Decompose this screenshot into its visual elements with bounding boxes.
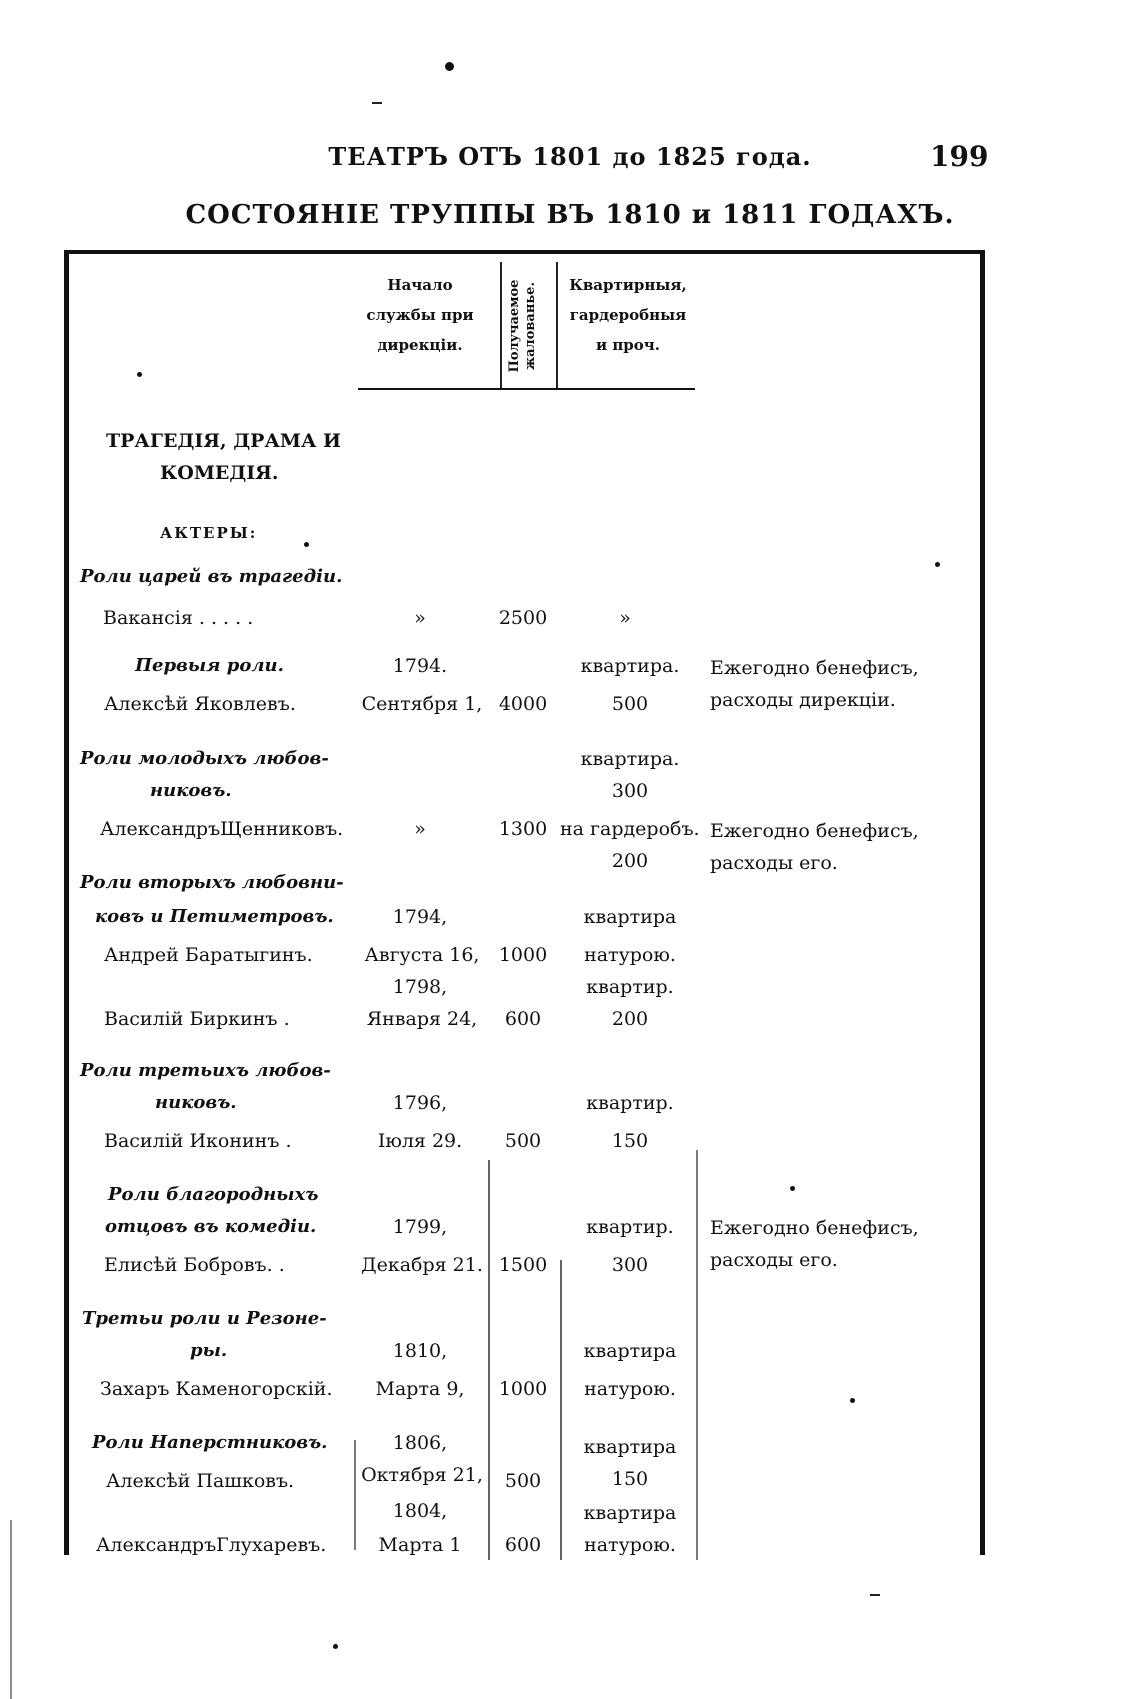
- section-heading: КОМЕДІЯ.: [160, 462, 279, 484]
- role-group: Роли благородныхъ: [108, 1184, 319, 1205]
- other-allowance: на гардеробъ.: [560, 818, 700, 840]
- other-allowance: квартир.: [586, 1216, 674, 1238]
- salary: 1000: [498, 1378, 548, 1400]
- ink-speck: [137, 372, 142, 377]
- ink-speck: [304, 542, 309, 547]
- other-allowance: квартира: [583, 1502, 677, 1524]
- salary: 600: [504, 1008, 542, 1030]
- column-rule: [488, 1160, 490, 1560]
- ink-speck: [935, 562, 940, 567]
- other-allowance: квартира.: [580, 748, 680, 770]
- salary: 4000: [498, 693, 548, 715]
- header-line: гардеробныя: [569, 306, 687, 324]
- ink-speck: [445, 62, 454, 71]
- start-year: 1794,: [392, 906, 448, 928]
- actor-name: Василій Иконинъ .: [104, 1130, 292, 1152]
- start-date: Марта 9,: [375, 1378, 465, 1400]
- other-allowance: натурою.: [584, 944, 676, 966]
- ink-speck: [870, 1594, 880, 1596]
- start-year: 1798,: [392, 976, 448, 998]
- start-date: Сентября 1,: [361, 693, 483, 715]
- header-line: дирекціи.: [377, 336, 463, 354]
- remark: Ежегодно бенефисъ, расходы дирекціи.: [710, 657, 919, 711]
- other-allowance: квартира: [583, 906, 677, 928]
- start-date: »: [414, 818, 426, 840]
- role-group: никовъ.: [150, 780, 232, 801]
- other-allowance: квартира: [583, 1436, 677, 1458]
- table-frame-top: [66, 250, 984, 254]
- role-group: Роли вторыхъ любовни-: [80, 872, 344, 893]
- role-group: Третьи роли и Резоне-: [82, 1308, 327, 1329]
- other-allowance: квартир.: [586, 1092, 674, 1114]
- other-allowance: 150: [611, 1468, 649, 1490]
- other-allowance: натурою.: [584, 1378, 676, 1400]
- header-line: жалованье.: [523, 282, 538, 370]
- actor-name: Захаръ Каменогорскій.: [100, 1378, 333, 1400]
- running-head: ТЕАТРЪ ОТЪ 1801 до 1825 года.: [328, 142, 812, 171]
- start-date: »: [414, 607, 426, 629]
- remark: Ежегодно бенефисъ, расходы его.: [710, 820, 919, 874]
- other-allowance: 300: [611, 1254, 649, 1276]
- start-year: 1810,: [392, 1340, 448, 1362]
- role-group: никовъ.: [155, 1092, 237, 1113]
- start-date: Января 24,: [366, 1008, 478, 1030]
- salary: 500: [504, 1130, 542, 1152]
- start-year: 1799,: [392, 1216, 448, 1238]
- start-year: 1794.: [392, 655, 448, 677]
- other-allowance: квартир.: [586, 976, 674, 998]
- scan-edge: [10, 1520, 12, 1699]
- actor-name: АлександръЩенниковъ.: [100, 818, 344, 840]
- header-quarters-wardrobe: [558, 270, 698, 360]
- page-number: 199: [930, 140, 989, 173]
- header-start-of-service: [355, 270, 485, 360]
- ink-speck: [850, 1398, 855, 1403]
- ink-speck: [790, 1186, 795, 1191]
- role-group: ковъ и Петиметровъ.: [95, 906, 334, 927]
- remark: Ежегодно бенефисъ, расходы его.: [710, 1217, 919, 1271]
- actor-name: Алексѣй Яковлевъ.: [104, 693, 296, 715]
- role-group: Роли Наперстниковъ.: [92, 1432, 328, 1453]
- actor-name: Елисѣй Бобровъ. .: [104, 1254, 285, 1276]
- header-divider: [556, 262, 558, 390]
- role-group: Роли третьихъ любов-: [80, 1060, 331, 1081]
- role-group: Роли царей въ трагедіи.: [80, 566, 343, 587]
- header-line: Получаемое: [507, 279, 522, 373]
- table-frame-left: [64, 250, 69, 1555]
- salary: 1000: [498, 944, 548, 966]
- column-rule: [696, 1150, 698, 1560]
- table-frame-right: [980, 250, 985, 1555]
- table-title: СОСТОЯНІЕ ТРУППЫ ВЪ 1810 и 1811 ГОДАХЪ.: [185, 200, 955, 230]
- start-year: 1796,: [392, 1092, 448, 1114]
- header-rule: [358, 388, 695, 390]
- salary: 500: [504, 1470, 542, 1492]
- other-allowance: 200: [611, 850, 649, 872]
- start-date: Августа 16,: [364, 944, 480, 966]
- role-group: ры.: [190, 1340, 228, 1361]
- column-rule: [560, 1260, 562, 1560]
- header-line: Квартирныя,: [569, 276, 687, 294]
- header-line: Начало: [387, 276, 453, 294]
- salary: 2500: [498, 607, 548, 629]
- other-allowance: 500: [611, 693, 649, 715]
- section-heading: ТРАГЕДІЯ, ДРАМА И: [106, 430, 341, 452]
- actor-name: Андрей Баратыгинъ.: [104, 944, 313, 966]
- start-date: Іюля 29.: [377, 1130, 463, 1152]
- section-subheading: АКТЕРЫ:: [160, 524, 258, 542]
- header-divider: [500, 262, 502, 390]
- other-allowance: 300: [611, 780, 649, 802]
- actor-name: АлександръГлухаревъ.: [96, 1534, 327, 1556]
- other-allowance: квартира.: [580, 655, 680, 677]
- start-year: 1806,: [392, 1432, 448, 1454]
- header-line: и проч.: [595, 336, 661, 354]
- start-date: Декабря 21.: [361, 1254, 483, 1276]
- header-salary: [507, 266, 539, 386]
- start-year: 1804,: [392, 1500, 448, 1522]
- other-allowance: 150: [611, 1130, 649, 1152]
- salary: 600: [504, 1534, 542, 1556]
- start-date: Октября 21,: [361, 1464, 483, 1486]
- column-rule: [354, 1440, 356, 1550]
- salary: 1500: [498, 1254, 548, 1276]
- role-group: Первыя роли.: [135, 655, 284, 676]
- ink-speck: [372, 102, 382, 104]
- start-date: Марта 1: [378, 1534, 462, 1556]
- other-allowance: квартира: [583, 1340, 677, 1362]
- other-allowance: натурою.: [584, 1534, 676, 1556]
- actor-name: Вакансія . . . . .: [103, 607, 254, 629]
- role-group: Роли молодыхъ любов-: [80, 748, 329, 769]
- actor-name: Василій Биркинъ .: [104, 1008, 290, 1030]
- salary: 1300: [498, 818, 548, 840]
- actor-name: Алексѣй Пашковъ.: [106, 1470, 295, 1492]
- other-allowance: 200: [611, 1008, 649, 1030]
- header-line: службы при: [366, 306, 474, 324]
- other-allowance: »: [619, 607, 631, 629]
- ink-speck: [333, 1644, 338, 1649]
- role-group: отцовъ въ комедіи.: [105, 1216, 317, 1237]
